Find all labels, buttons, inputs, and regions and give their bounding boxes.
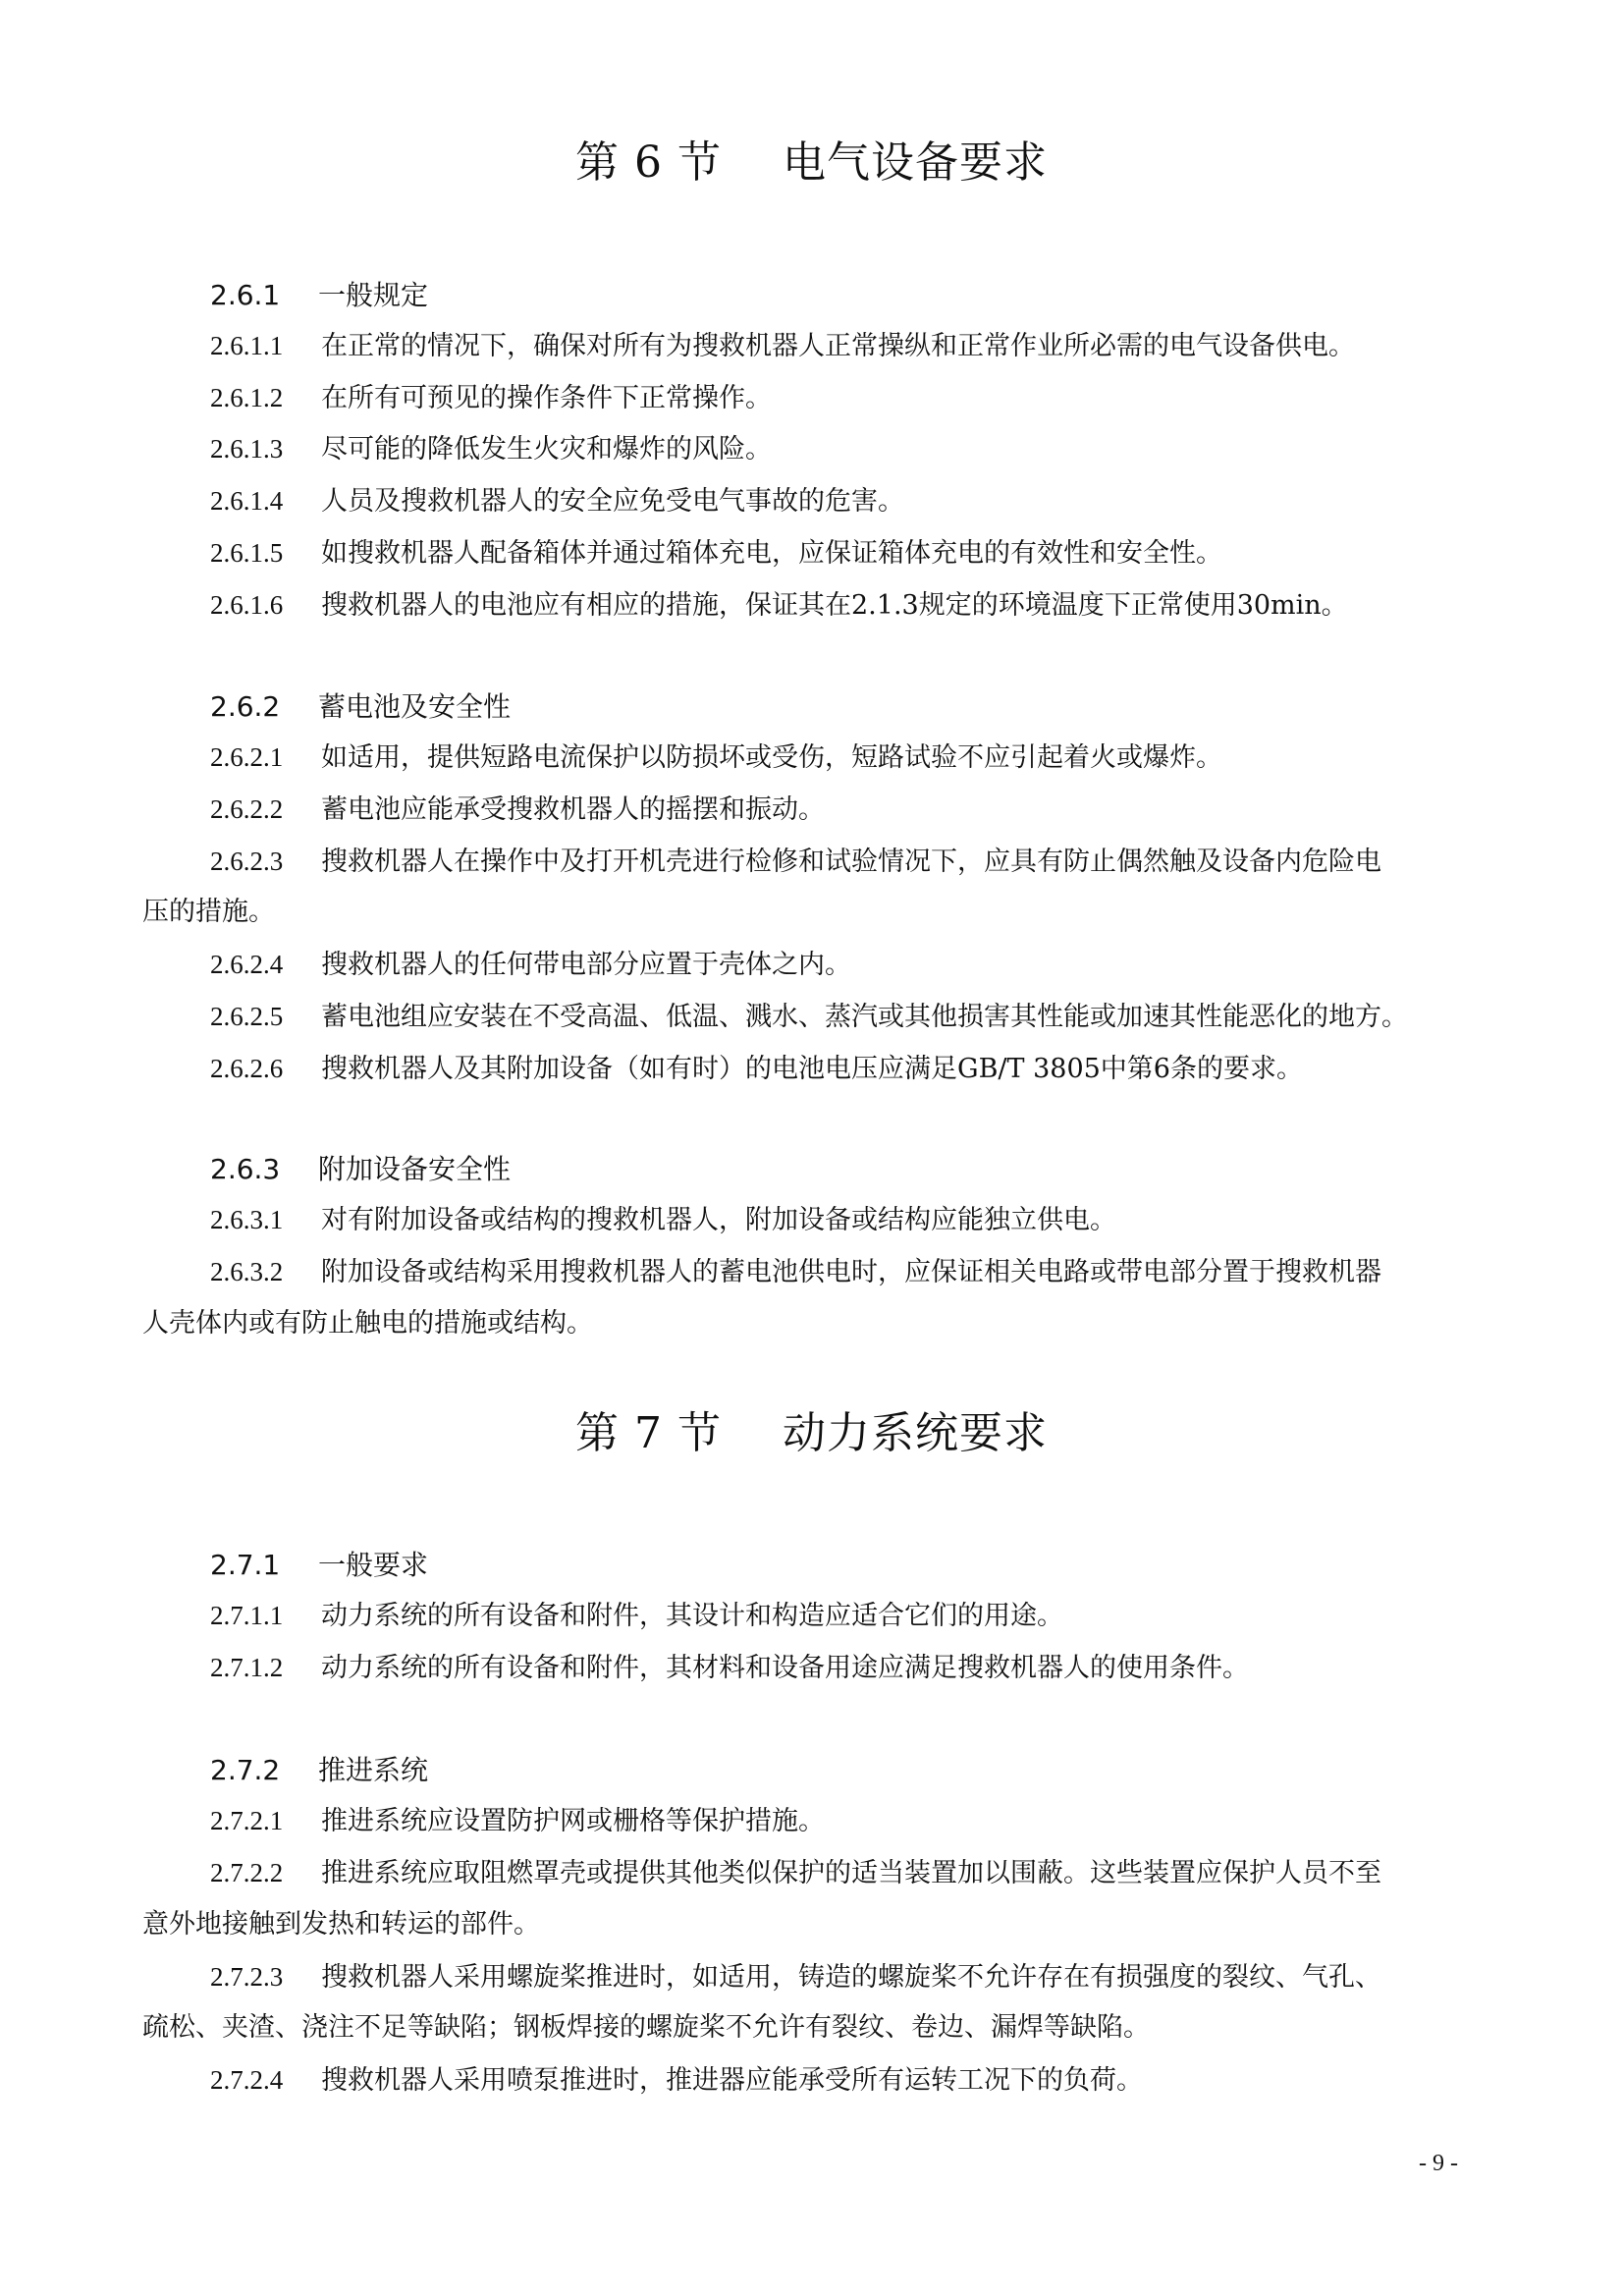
subsection-2-7-1-heading: 2.7.1 一般要求 xyxy=(210,1549,429,1581)
clause-2-6-2-3: 2.6.2.3 搜救机器人在操作中及打开机壳进行检修和试验情况下，应具有防止偶然触及设备内危险电 xyxy=(210,847,1381,877)
clause-2-6-1-4: 2.6.1.4 人员及搜救机器人的安全应免受电气事故的危害。 xyxy=(210,486,904,517)
clause-2-6-1-6: 2.6.1.6 搜救机器人的电池应有相应的措施，保证其在2.1.3规定的环境温度下正常使用30min。 xyxy=(210,590,1348,621)
clause-2-6-3-2-continued: 人壳体内或有防止触电的措施或结构。 xyxy=(142,1308,593,1339)
clause-2-6-1-1: 2.6.1.1 在正常的情况下，确保对所有为搜救机器人正常操纵和正常作业所必需的电气设备供电。 xyxy=(210,331,1355,361)
page-number: - 9 - xyxy=(1419,2151,1458,2176)
clause-2-7-2-2: 2.7.2.2 推进系统应取阻燃罩壳或提供其他类似保护的适当装置加以围蔽。这些装置应保护人员不至 xyxy=(210,1858,1381,1888)
clause-2-6-2-4: 2.6.2.4 搜救机器人的任何带电部分应置于壳体之内。 xyxy=(210,950,851,980)
section-6-heading: 电气设备要求 xyxy=(782,137,1048,188)
clause-2-7-2-2-continued: 意外地接触到发热和转运的部件。 xyxy=(142,1909,540,1940)
clause-2-6-2-1: 2.6.2.1 如适用，提供短路电流保护以防损坏或受伤，短路试验不应引起着火或爆炸。 xyxy=(210,742,1222,773)
clause-2-7-2-1: 2.7.2.1 推进系统应设置防护网或栅格等保护措施。 xyxy=(210,1806,825,1836)
clause-2-7-2-4: 2.7.2.4 搜救机器人采用喷泵推进时，推进器应能承受所有运转工况下的负荷。 xyxy=(210,2065,1143,2096)
clause-2-6-3-1: 2.6.3.1 对有附加设备或结构的搜救机器人，附加设备或结构应能独立供电。 xyxy=(210,1205,1116,1235)
clause-2-6-1-3: 2.6.1.3 尽可能的降低发生火灾和爆炸的风险。 xyxy=(210,434,772,465)
clause-2-7-1-2: 2.7.1.2 动力系统的所有设备和附件，其材料和设备用途应满足搜救机器人的使用条件。 xyxy=(210,1653,1249,1683)
subsection-2-6-1-heading: 2.6.1 一般规定 xyxy=(210,279,429,311)
clause-2-7-1-1: 2.7.1.1 动力系统的所有设备和附件，其设计和构造应适合它们的用途。 xyxy=(210,1601,1063,1631)
clause-2-7-2-3: 2.7.2.3 搜救机器人采用螺旋桨推进时，如适用，铸造的螺旋桨不允许存在有损强度的裂纹、气孔、 xyxy=(210,1962,1381,1993)
subsection-2-6-2-heading: 2.6.2 蓄电池及安全性 xyxy=(210,690,512,723)
clause-2-6-3-2: 2.6.3.2 附加设备或结构采用搜救机器人的蓄电池供电时，应保证相关电路或带电部分置于搜救机器 xyxy=(210,1257,1381,1287)
clause-2-6-2-3-continued: 压的措施。 xyxy=(142,897,275,927)
subsection-2-6-3-heading: 2.6.3 附加设备安全性 xyxy=(210,1153,512,1185)
clause-2-6-2-2: 2.6.2.2 蓄电池应能承受搜救机器人的摇摆和振动。 xyxy=(210,794,825,825)
section-7-label: 第 7 节 xyxy=(575,1408,722,1458)
clause-2-6-2-5: 2.6.2.5 蓄电池组应安装在不受高温、低温、溅水、蒸汽或其他损害其性能或加速其性能恶化的地方。 xyxy=(210,1002,1408,1032)
clause-2-6-1-5: 2.6.1.5 如搜救机器人配备箱体并通过箱体充电，应保证箱体充电的有效性和安全性。 xyxy=(210,538,1222,569)
clause-2-6-1-2: 2.6.1.2 在所有可预见的操作条件下正常操作。 xyxy=(210,383,772,413)
section-6-title xyxy=(0,134,1623,192)
subsection-2-7-2-heading: 2.7.2 推进系统 xyxy=(210,1754,429,1786)
clause-2-7-2-3-continued: 疏松、夹渣、浇注不足等缺陷；钢板焊接的螺旋桨不允许有裂纹、卷边、漏焊等缺陷。 xyxy=(142,2012,1150,2043)
section-7-title xyxy=(0,1404,1623,1463)
section-7-heading: 动力系统要求 xyxy=(782,1408,1048,1458)
section-6-label: 第 6 节 xyxy=(575,137,722,188)
clause-2-6-2-6: 2.6.2.6 搜救机器人及其附加设备（如有时）的电池电压应满足GB/T 3805中第6条的要求。 xyxy=(210,1054,1303,1084)
